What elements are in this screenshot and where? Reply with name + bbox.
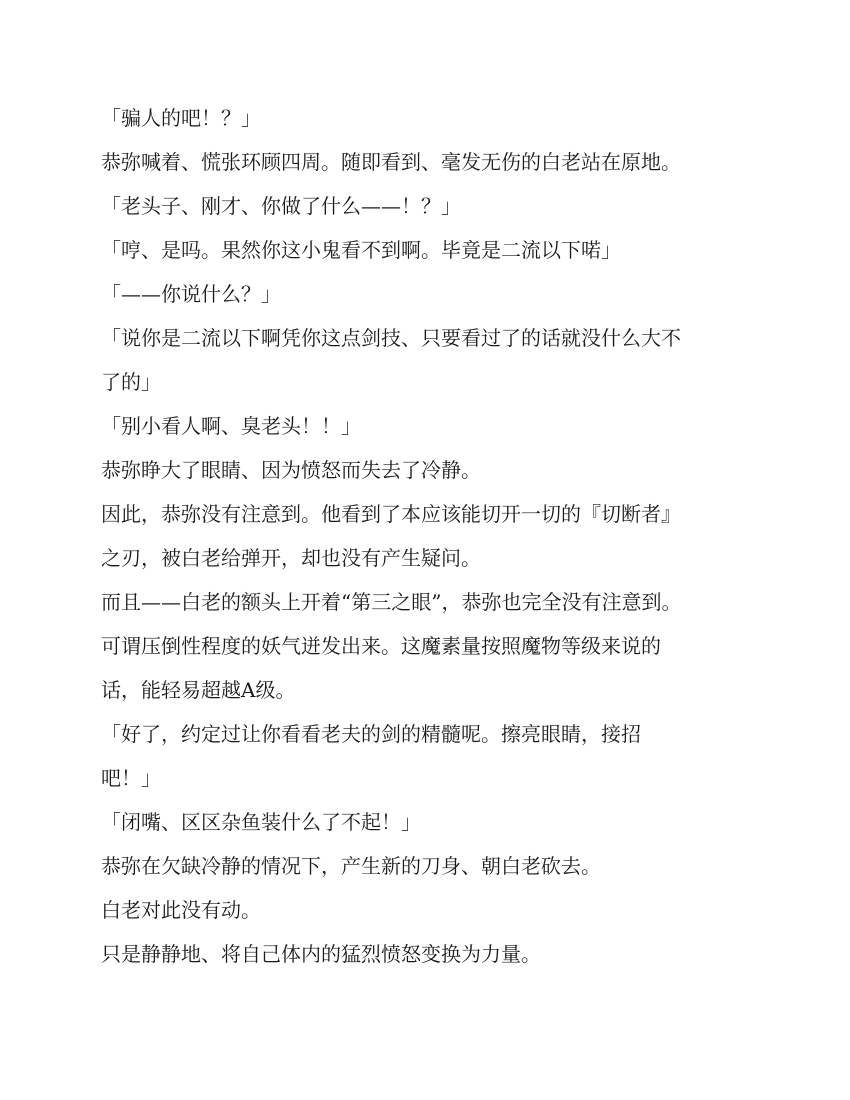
text-line: 「别小看人啊、臭老头！！」: [101, 414, 361, 438]
text-line: 之刃，被白老给弹开，却也没有产生疑问。: [101, 546, 481, 570]
text-line: 「——你说什么？」: [101, 282, 281, 306]
text-line: 白老对此没有动。: [101, 898, 261, 922]
text-line: 「老头子、刚才、你做了什么——！？」: [101, 194, 461, 218]
text-line: 话，能轻易超越A级。: [101, 678, 296, 702]
text-line: 「哼、是吗。果然你这小鬼看不到啊。毕竟是二流以下喏」: [101, 238, 621, 262]
text-line: 而且——白老的额头上开着“第三之眼”，恭弥也完全没有注意到。: [101, 590, 682, 614]
text-line: 了的」: [101, 370, 161, 394]
document-body: [101, 96, 741, 976]
text-line: 恭弥睁大了眼睛、因为愤怒而失去了冷静。: [101, 458, 481, 482]
text-line: 吧！」: [101, 766, 161, 790]
text-line: 「骗人的吧！？」: [101, 106, 261, 130]
text-line: 可谓压倒性程度的妖气迸发出来。这魔素量按照魔物等级来说的: [101, 634, 661, 658]
text-line: 恭弥在欠缺冷静的情况下，产生新的刀身、朝白老砍去。: [101, 854, 601, 878]
text-line: 「说你是二流以下啊凭你这点剑技、只要看过了的话就没什么大不: [101, 326, 681, 350]
text-line: 恭弥喊着、慌张环顾四周。随即看到、毫发无伤的白老站在原地。: [101, 150, 681, 174]
text-line: 「好了，约定过让你看看老夫的剑的精髓呢。擦亮眼睛，接招: [101, 722, 641, 746]
text-line: 只是静静地、将自己体内的猛烈愤怒变换为力量。: [101, 942, 541, 966]
text-line: 「闭嘴、区区杂鱼装什么了不起！」: [101, 810, 421, 834]
text-line: 因此，恭弥没有注意到。他看到了本应该能切开一切的『切断者』: [101, 502, 681, 526]
